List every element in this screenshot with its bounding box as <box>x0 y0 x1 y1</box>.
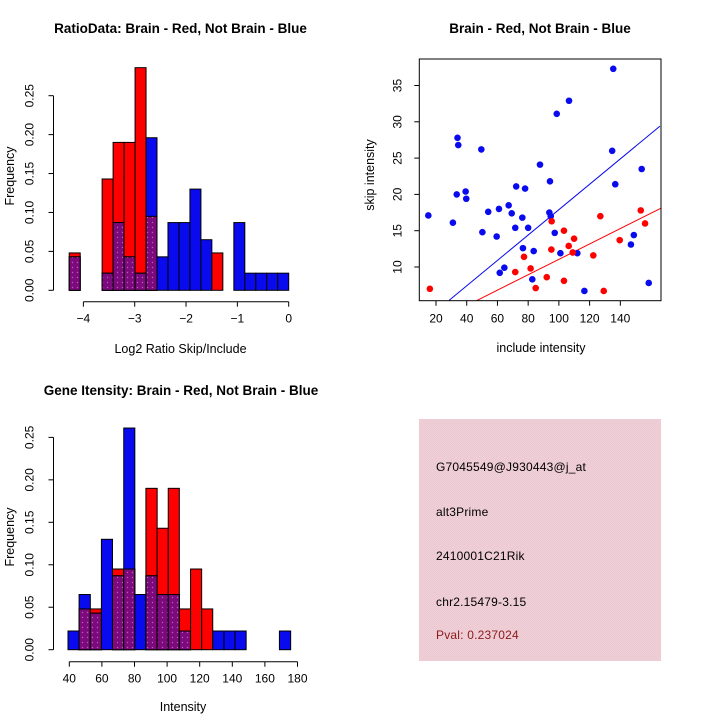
x-tick-label: 60 <box>490 311 505 326</box>
scatter-point-blue <box>454 134 461 141</box>
x-tick-label: 120 <box>189 671 210 686</box>
hist-bar-overlap <box>146 216 157 290</box>
y-tick-label: 0.05 <box>22 595 37 619</box>
scatter-point-red <box>521 254 528 261</box>
scatter-point-red <box>565 243 572 250</box>
scatter-point-red <box>427 285 434 292</box>
hist-bar-overlap <box>69 257 80 290</box>
splice-type-text: alt3Prime <box>436 505 489 519</box>
scatter-point-blue <box>493 233 500 240</box>
hist-bar-overlap <box>124 569 135 650</box>
hist-bar-blue <box>267 273 278 290</box>
scatter-point-blue <box>610 66 617 73</box>
scatter-point-blue <box>513 183 520 190</box>
y-tick-label: 0.05 <box>22 239 37 264</box>
scatter-point-blue <box>645 280 652 287</box>
scatter-point-blue <box>425 212 432 219</box>
hist-bar-blue <box>157 257 168 290</box>
hist-bar-blue <box>256 273 267 290</box>
chart-title: Brain - Red, Not Brain - Blue <box>449 21 631 36</box>
x-tick-label: 180 <box>287 671 308 686</box>
y-tick-label: 0.00 <box>22 638 37 662</box>
scatter-point-blue <box>508 210 515 217</box>
x-tick-label: 140 <box>222 671 243 686</box>
scatter-point-blue <box>609 148 616 155</box>
scatter-point-blue <box>505 202 512 209</box>
scatter-point-red <box>543 274 550 281</box>
hist-bar-red <box>191 569 202 650</box>
x-tick-label: −1 <box>230 311 245 326</box>
x-tick-label: 160 <box>254 671 275 686</box>
probe-id-text: G7045549@J930443@j_at <box>436 460 587 474</box>
scatter-point-blue <box>463 195 470 202</box>
scatter-point-red <box>600 288 607 295</box>
info-panel <box>419 419 661 661</box>
y-tick-label: 20 <box>390 187 405 202</box>
hist-bar-blue <box>168 223 179 291</box>
scatter-point-blue <box>520 245 527 252</box>
y-tick-label: 0.20 <box>22 468 37 492</box>
scatter-point-blue <box>553 111 560 118</box>
y-tick-label: 25 <box>390 151 405 165</box>
scatter-point-blue <box>547 178 554 185</box>
scatter-point-blue <box>581 288 588 295</box>
scatter-point-blue <box>551 230 558 237</box>
y-axis-title: skip intensity <box>363 139 377 211</box>
hist-bar-blue <box>245 273 256 290</box>
gene-histogram-panel <box>3 383 319 714</box>
scatter-point-blue <box>462 188 469 195</box>
hist-bar-blue <box>68 631 79 650</box>
scatter-point-blue <box>537 161 544 168</box>
hist-bar-blue <box>135 594 146 649</box>
hist-bar-blue <box>224 631 235 650</box>
scatter-point-blue <box>496 270 503 277</box>
x-tick-label: 80 <box>127 671 142 686</box>
scatter-point-blue <box>519 214 526 221</box>
scatter-point-red <box>616 237 623 244</box>
scatter-point-blue <box>496 206 503 213</box>
hist-bar-blue <box>235 631 246 650</box>
scatter-point-red <box>642 220 649 227</box>
hist-bar-blue <box>279 631 290 650</box>
scatter-point-blue <box>557 250 564 257</box>
hist-bar-overlap <box>179 631 190 650</box>
scatter-point-blue <box>566 97 573 104</box>
y-tick-label: 0.15 <box>22 510 37 534</box>
hist-bar-overlap <box>79 609 90 650</box>
x-tick-label: 80 <box>521 311 535 326</box>
x-tick-label: −3 <box>127 311 142 326</box>
hist-bar-overlap <box>124 257 135 290</box>
y-tick-label: 30 <box>390 115 405 129</box>
x-tick-label: 20 <box>429 311 443 326</box>
x-tick-label: 40 <box>62 671 76 686</box>
x-tick-label: 40 <box>460 311 474 326</box>
hist-bar-red <box>135 68 146 291</box>
hist-bar-blue <box>101 539 112 649</box>
hist-bar-overlap <box>157 594 168 649</box>
hist-bar-blue <box>201 240 212 291</box>
hist-bar-overlap <box>113 223 124 291</box>
hist-bar-blue <box>234 223 245 291</box>
y-tick-label: 0.15 <box>22 161 37 186</box>
scatter-point-blue <box>450 219 457 226</box>
x-axis-title: Log2 Ratio Skip/Include <box>114 342 247 356</box>
scatter-point-blue <box>453 191 460 198</box>
plot-box <box>419 59 661 301</box>
x-tick-label: 60 <box>95 671 109 686</box>
hist-bar-blue <box>190 189 201 290</box>
scatter-point-red <box>532 285 539 292</box>
scatter-point-blue <box>638 166 645 173</box>
scatter-point-red <box>548 218 555 225</box>
chart-title: RatioData: Brain - Red, Not Brain - Blue <box>54 21 307 36</box>
scatter-point-blue <box>631 232 638 239</box>
scatter-point-red <box>527 265 534 272</box>
scatter-point-blue <box>525 224 532 231</box>
scatter-point-blue <box>478 146 485 153</box>
x-tick-label: 140 <box>610 311 631 326</box>
x-tick-label: 120 <box>579 311 600 326</box>
scatter-point-red <box>512 269 519 276</box>
chart-title: Gene Itensity: Brain - Red, Not Brain - Blue <box>43 383 319 398</box>
y-tick-label: 0.10 <box>22 200 37 225</box>
scatter-point-red <box>571 235 578 242</box>
hist-bar-blue <box>278 273 289 290</box>
x-tick-label: −4 <box>76 311 91 326</box>
y-tick-label: 0.00 <box>22 278 37 302</box>
hist-bar-blue <box>213 631 224 650</box>
hist-bar-blue <box>179 223 190 291</box>
scatter-point-red <box>569 249 576 256</box>
x-tick-label: 0 <box>285 311 293 326</box>
hist-bar-overlap <box>168 594 179 649</box>
x-tick-label: 100 <box>548 311 569 326</box>
scatter-point-blue <box>501 264 508 271</box>
scatter-point-red <box>590 252 597 259</box>
y-axis-title: Frequency <box>3 507 17 567</box>
x-axis-title: Intensity <box>159 700 207 714</box>
y-tick-label: 0.25 <box>22 84 37 108</box>
scatter-point-blue <box>529 276 536 283</box>
y-axis-title: Frequency <box>3 146 17 206</box>
scatter-point-red <box>561 227 568 234</box>
x-tick-label: −2 <box>179 311 193 326</box>
hist-bar-overlap <box>135 273 146 290</box>
scatter-point-red <box>637 207 644 214</box>
scatter-point-blue <box>530 248 537 255</box>
y-tick-label: 15 <box>390 224 405 238</box>
hist-bar-overlap <box>146 576 157 650</box>
scatter-point-blue <box>479 229 486 236</box>
scatter-point-blue <box>485 209 492 216</box>
ratio-histogram-panel <box>3 21 307 356</box>
hist-bar-red <box>202 609 213 650</box>
hist-bar-overlap <box>90 613 101 650</box>
gene-symbol-text: 2410001C21Rik <box>436 549 525 563</box>
y-tick-label: 0.20 <box>22 122 37 147</box>
y-tick-label: 0.25 <box>22 425 37 450</box>
scatter-point-blue <box>522 185 529 192</box>
y-tick-label: 35 <box>390 78 405 93</box>
scatter-point-blue <box>628 241 635 248</box>
scatter-point-blue <box>512 224 519 231</box>
hist-bar-red <box>212 253 223 290</box>
scatter-point-red <box>597 213 604 220</box>
y-tick-label: 10 <box>390 260 405 274</box>
scatter-point-blue <box>612 181 619 188</box>
scatter-point-red <box>561 277 568 284</box>
scatter-point-blue <box>455 142 462 149</box>
x-tick-label: 100 <box>157 671 178 686</box>
hist-bar-overlap <box>112 576 123 650</box>
pval-text: Pval: 0.237024 <box>436 628 519 642</box>
scatter-panel <box>363 21 661 355</box>
locus-text: chr2.15479-3.15 <box>436 595 527 609</box>
hist-bar-overlap <box>102 273 113 290</box>
x-axis-title: include intensity <box>496 341 586 355</box>
scatter-point-red <box>548 246 555 253</box>
y-tick-label: 0.10 <box>22 553 37 577</box>
